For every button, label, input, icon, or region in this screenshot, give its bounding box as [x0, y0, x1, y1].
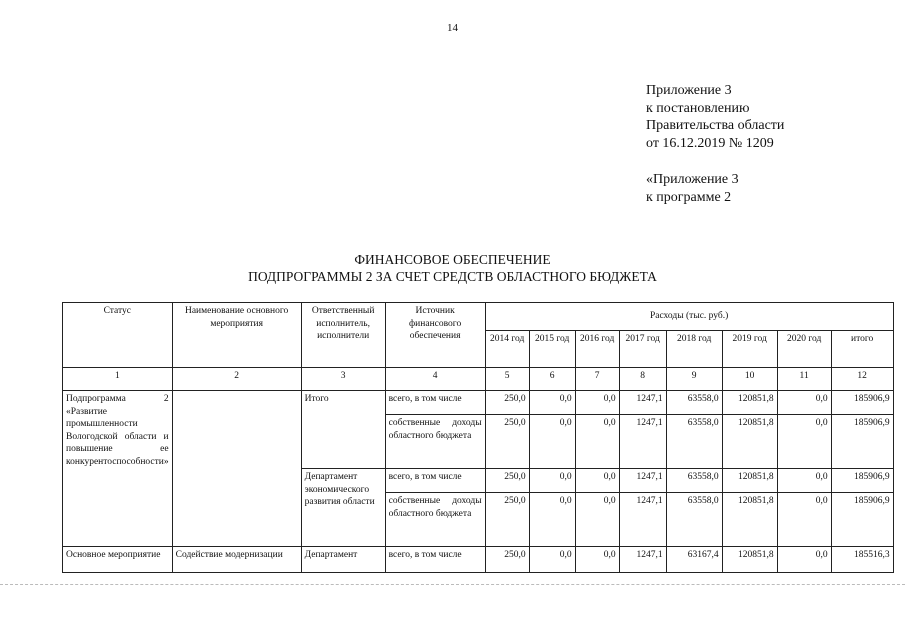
appendix-line: Правительства области	[646, 118, 785, 133]
value-cell: 63558,0	[666, 469, 722, 493]
value-cell: 120851,8	[722, 415, 777, 469]
value-cell: 63558,0	[666, 391, 722, 415]
header-status: Статус	[63, 303, 173, 368]
column-number: 1	[63, 368, 173, 391]
subprogram-measure	[172, 391, 301, 547]
header-year: 2018 год	[666, 331, 722, 368]
value-cell: 120851,8	[722, 469, 777, 493]
header-expenses: Расходы (тыс. руб.)	[485, 303, 893, 331]
title-line: ФИНАНСОВОЕ ОБЕСПЕЧЕНИЕ	[354, 252, 551, 267]
measure-status: Основное мероприятие	[63, 547, 173, 573]
value-cell: 120851,8	[722, 493, 777, 547]
responsible-cell: Итого	[301, 391, 385, 469]
header-source: Источник финансового обеспечения	[385, 303, 485, 368]
page-cut-line	[0, 584, 905, 585]
appendix-line: «Приложение 3	[646, 172, 739, 187]
value-cell: 1247,1	[619, 547, 666, 573]
value-cell: 0,0	[575, 469, 619, 493]
appendix-line: от 16.12.2019 № 1209	[646, 135, 774, 151]
value-cell: 0,0	[529, 415, 575, 469]
source-cell: всего, в том числе	[385, 469, 485, 493]
column-number: 9	[666, 368, 722, 391]
value-cell: 185906,9	[831, 469, 893, 493]
column-number: 5	[485, 368, 529, 391]
value-cell: 185906,9	[831, 493, 893, 547]
header-year: 2015 год	[529, 331, 575, 368]
table-row	[63, 547, 894, 573]
value-cell: 120851,8	[722, 391, 777, 415]
value-cell: 250,0	[485, 493, 529, 547]
document-title	[0, 251, 905, 285]
column-number: 12	[831, 368, 893, 391]
page-number: 14	[447, 22, 458, 34]
value-cell: 0,0	[777, 415, 831, 469]
column-number: 2	[172, 368, 301, 391]
value-cell: 1247,1	[619, 493, 666, 547]
value-cell: 1247,1	[619, 469, 666, 493]
header-year: 2019 год	[722, 331, 777, 368]
column-number: 11	[777, 368, 831, 391]
value-cell: 0,0	[529, 391, 575, 415]
budget-table	[62, 302, 894, 573]
value-cell: 250,0	[485, 415, 529, 469]
value-cell: 250,0	[485, 469, 529, 493]
appendix-line: к постановлению	[646, 100, 750, 116]
value-cell: 1247,1	[619, 415, 666, 469]
value-cell: 0,0	[777, 391, 831, 415]
header-year: 2020 год	[777, 331, 831, 368]
column-number-row	[63, 368, 894, 391]
header-measure: Наименование основного мероприятия	[172, 303, 301, 368]
value-cell: 63167,4	[666, 547, 722, 573]
value-cell: 0,0	[575, 493, 619, 547]
value-cell: 250,0	[485, 391, 529, 415]
table-row	[63, 391, 894, 415]
header-responsible: Ответственный исполнитель, исполнители	[301, 303, 385, 368]
value-cell: 120851,8	[722, 547, 777, 573]
header-total: итого	[831, 331, 893, 368]
source-cell: собственные доходы областного бюджета	[385, 415, 485, 469]
value-cell: 0,0	[777, 469, 831, 493]
header-year: 2017 год	[619, 331, 666, 368]
value-cell: 0,0	[575, 391, 619, 415]
responsible-cell: Департамент экономического развития области	[301, 469, 385, 547]
header-year: 2014 год	[485, 331, 529, 368]
value-cell: 63558,0	[666, 415, 722, 469]
appendix-block	[646, 82, 784, 152]
value-cell: 250,0	[485, 547, 529, 573]
value-cell: 0,0	[529, 493, 575, 547]
program-appendix-block	[646, 171, 739, 206]
header-year: 2016 год	[575, 331, 619, 368]
value-cell: 0,0	[529, 469, 575, 493]
appendix-line: Приложение 3	[646, 83, 732, 98]
column-number: 10	[722, 368, 777, 391]
value-cell: 1247,1	[619, 391, 666, 415]
source-cell: собственные доходы областного бюджета	[385, 493, 485, 547]
subprogram-status: Подпрограмма 2 «Развитие промышленности Вологодской области и повышение ее конкурентоспособности»	[63, 391, 173, 547]
column-number: 6	[529, 368, 575, 391]
value-cell: 0,0	[529, 547, 575, 573]
value-cell: 185906,9	[831, 415, 893, 469]
column-number: 7	[575, 368, 619, 391]
column-number: 3	[301, 368, 385, 391]
source-cell: всего, в том числе	[385, 391, 485, 415]
measure-name: Содействие модернизации	[172, 547, 301, 573]
value-cell: 185906,9	[831, 391, 893, 415]
column-number: 8	[619, 368, 666, 391]
responsible-cell: Департамент	[301, 547, 385, 573]
value-cell: 0,0	[575, 547, 619, 573]
value-cell: 185516,3	[831, 547, 893, 573]
value-cell: 0,0	[777, 493, 831, 547]
title-line: ПОДПРОГРАММЫ 2 ЗА СЧЕТ СРЕДСТВ ОБЛАСТНОГО БЮДЖЕТА	[248, 269, 657, 284]
column-number: 4	[385, 368, 485, 391]
source-cell: всего, в том числе	[385, 547, 485, 573]
value-cell: 0,0	[575, 415, 619, 469]
value-cell: 0,0	[777, 547, 831, 573]
value-cell: 63558,0	[666, 493, 722, 547]
appendix-line: к программе 2	[646, 189, 732, 205]
